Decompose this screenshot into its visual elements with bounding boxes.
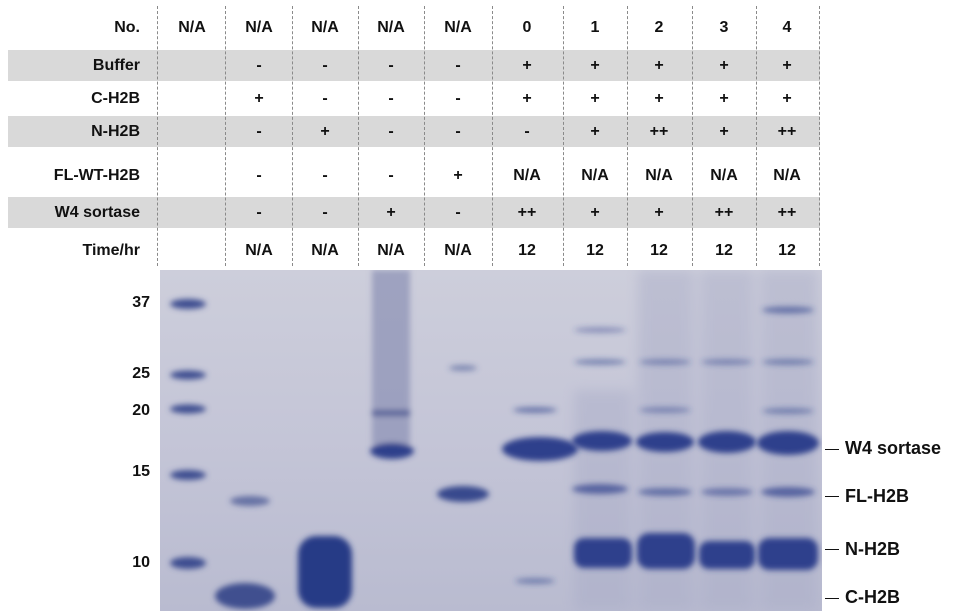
condition-cell: -	[388, 167, 394, 184]
mw-marker-label: 10	[132, 554, 150, 571]
condition-cell: ++	[517, 204, 537, 221]
condition-cell: +	[654, 204, 664, 221]
condition-cell: +	[453, 167, 463, 184]
condition-cell: -	[388, 57, 394, 74]
condition-cell: 12	[715, 242, 733, 259]
condition-cell: +	[782, 90, 792, 107]
lane-number: 2	[654, 19, 664, 36]
column-separator	[692, 6, 693, 266]
condition-cell: -	[322, 204, 328, 221]
lane-number: N/A	[245, 19, 273, 36]
condition-cell: N/A	[581, 167, 609, 184]
condition-cell: 12	[778, 242, 796, 259]
column-separator	[292, 6, 293, 266]
condition-cell: -	[455, 57, 461, 74]
condition-cell: -	[256, 167, 262, 184]
condition-cell: +	[719, 123, 729, 140]
column-separator	[627, 6, 628, 266]
condition-cell: -	[256, 123, 262, 140]
condition-cell: +	[320, 123, 330, 140]
condition-cell: -	[322, 167, 328, 184]
condition-cell: N/A	[245, 242, 273, 259]
band-tick	[825, 549, 839, 550]
condition-cell: +	[590, 204, 600, 221]
lane-number: 1	[590, 19, 600, 36]
condition-cell: +	[386, 204, 396, 221]
condition-cell: ++	[649, 123, 669, 140]
condition-cell: -	[256, 204, 262, 221]
condition-cell: -	[455, 123, 461, 140]
condition-label-fl-wt-h2b: FL-WT-H2B	[53, 167, 140, 184]
condition-label-w4-sortase: W4 sortase	[54, 204, 140, 221]
condition-cell: +	[590, 57, 600, 74]
mw-marker-label: 25	[132, 365, 150, 382]
condition-cell: N/A	[513, 167, 541, 184]
condition-cell: 12	[586, 242, 604, 259]
condition-label-c-h2b: C-H2B	[91, 90, 140, 107]
lane-number: N/A	[444, 19, 472, 36]
condition-cell: ++	[777, 204, 797, 221]
condition-label-buffer: Buffer	[92, 57, 140, 74]
column-separator	[492, 6, 493, 266]
condition-cell: N/A	[377, 242, 405, 259]
condition-cell: 12	[650, 242, 668, 259]
lane-number: 3	[719, 19, 729, 36]
band-tick	[825, 496, 839, 497]
condition-cell: -	[256, 57, 262, 74]
condition-cell: -	[524, 123, 530, 140]
lane-number: 4	[782, 19, 792, 36]
column-separator	[225, 6, 226, 266]
band-tick	[825, 449, 839, 450]
condition-cell: +	[719, 57, 729, 74]
band-label-n-h2b: N-H2B	[845, 539, 901, 559]
condition-cell: -	[322, 57, 328, 74]
condition-cell: -	[322, 90, 328, 107]
condition-cell: N/A	[444, 242, 472, 259]
condition-cell: +	[522, 57, 532, 74]
condition-cell: N/A	[710, 167, 738, 184]
condition-cell: 12	[518, 242, 536, 259]
condition-cell: +	[654, 90, 664, 107]
mw-marker-label: 37	[132, 294, 150, 311]
header-label: No.	[114, 19, 140, 36]
condition-cell: +	[522, 90, 532, 107]
band-label-fl-h2b: FL-H2B	[845, 486, 909, 506]
condition-cell: ++	[714, 204, 734, 221]
column-separator	[756, 6, 757, 266]
lane-number: N/A	[311, 19, 339, 36]
condition-cell: -	[455, 90, 461, 107]
condition-cell: -	[388, 90, 394, 107]
column-separator	[819, 6, 820, 266]
lane-number: N/A	[178, 19, 206, 36]
condition-cell: N/A	[773, 167, 801, 184]
band-label-w4-sortase: W4 sortase	[845, 438, 942, 458]
condition-cell: +	[590, 123, 600, 140]
condition-cell: +	[782, 57, 792, 74]
mw-marker-label: 15	[132, 463, 150, 480]
condition-cell: +	[254, 90, 264, 107]
condition-label-time: Time/hr	[82, 242, 140, 259]
mw-marker-label: 20	[132, 402, 150, 419]
column-separator	[563, 6, 564, 266]
condition-cell: N/A	[645, 167, 673, 184]
column-separator	[358, 6, 359, 266]
gel-image	[160, 270, 822, 611]
condition-cell: +	[590, 90, 600, 107]
condition-cell: +	[654, 57, 664, 74]
lane-number: N/A	[377, 19, 405, 36]
band-tick	[825, 598, 839, 599]
condition-label-n-h2b: N-H2B	[91, 123, 140, 140]
condition-cell: N/A	[311, 242, 339, 259]
band-label-c-h2b: C-H2B	[845, 587, 901, 607]
column-separator	[157, 6, 158, 266]
column-separator	[424, 6, 425, 266]
lane-number: 0	[522, 19, 532, 36]
condition-cell: -	[455, 204, 461, 221]
condition-cell: -	[388, 123, 394, 140]
condition-cell: ++	[777, 123, 797, 140]
condition-cell: +	[719, 90, 729, 107]
